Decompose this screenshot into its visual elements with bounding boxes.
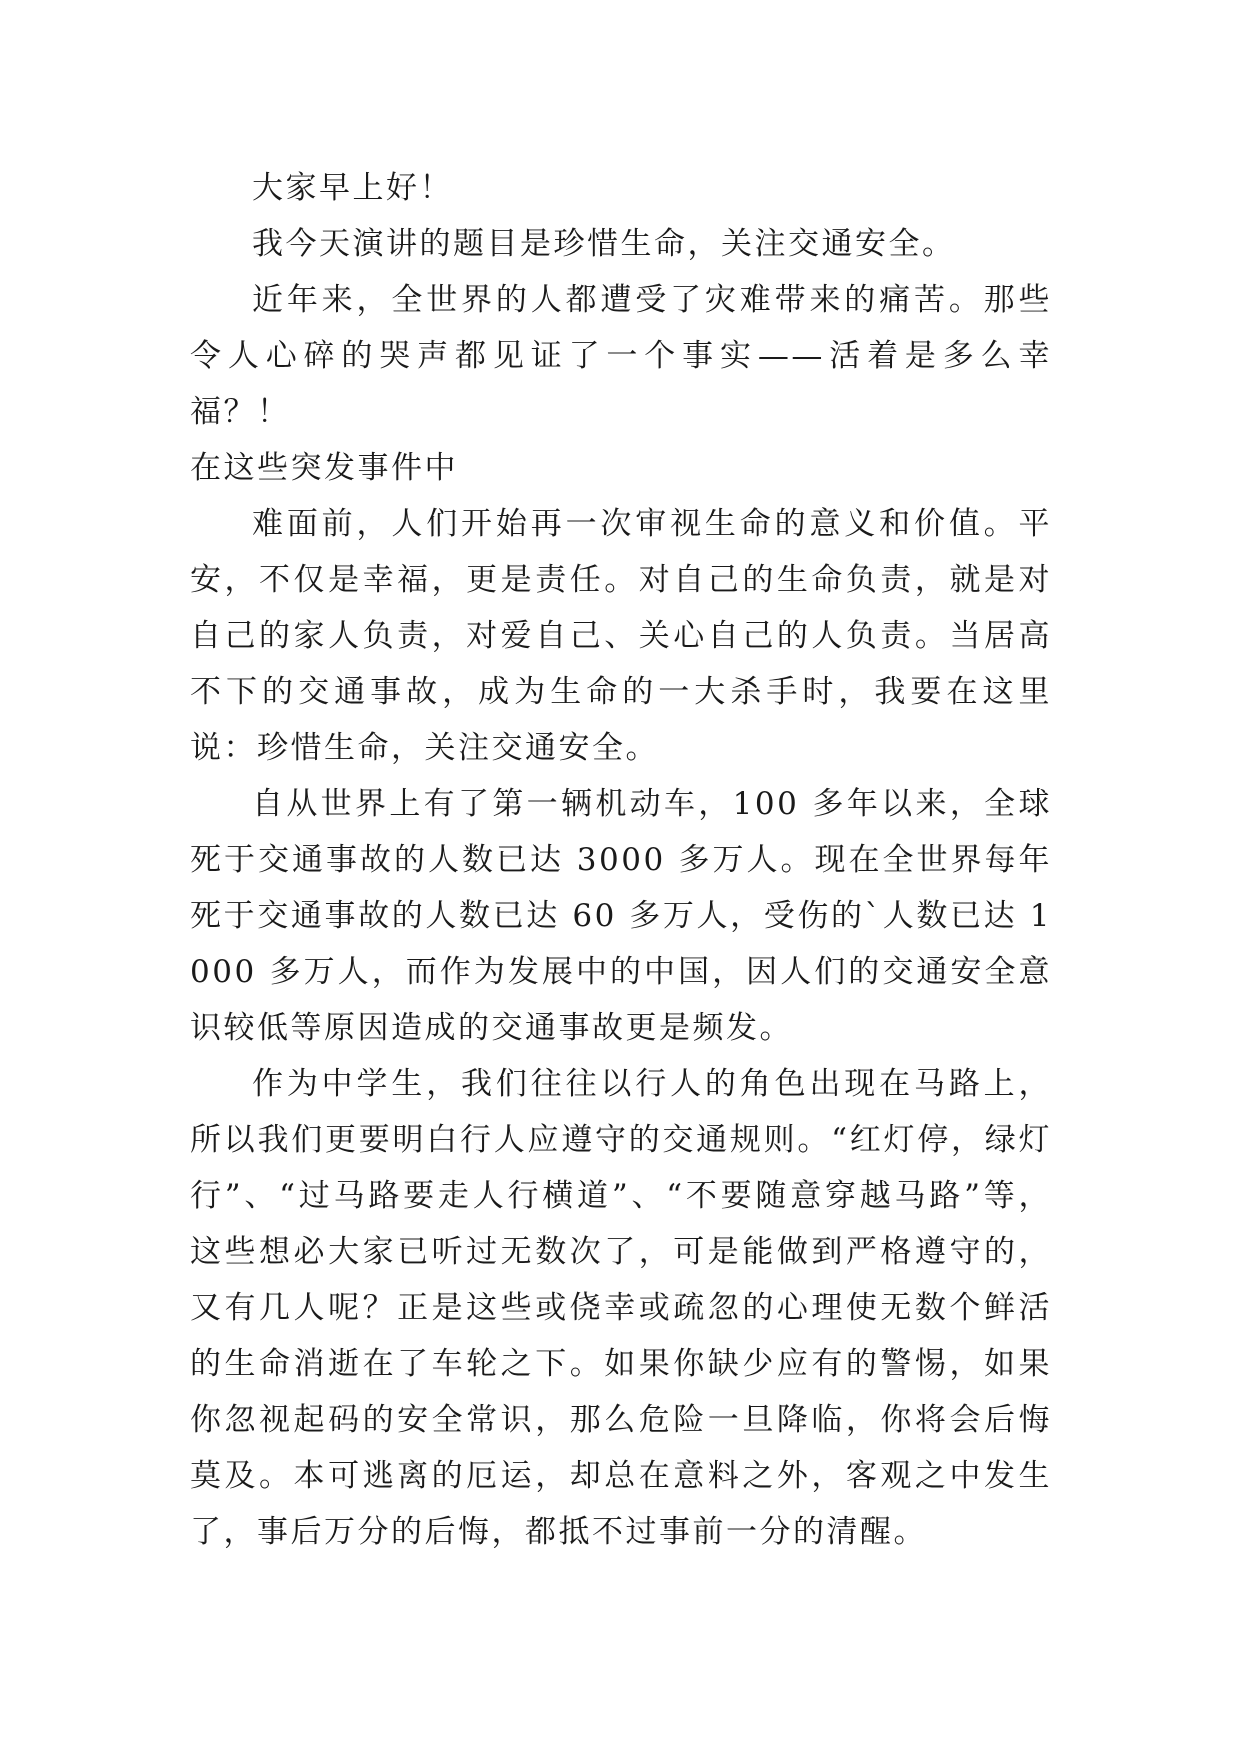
paragraph-topic: 我今天演讲的题目是珍惜生命，关注交通安全。 xyxy=(252,226,956,262)
paragraph-fragment: 在这些突发事件中 xyxy=(190,450,458,486)
paragraph-statistics: 自从世界上有了第一辆机动车，100 多年以来，全球死于交通事故的人数已达 3000 多万人。现在全世界每年死于交通事故的人数已达 60 多万人，受伤的`人数已达 1000 多万人，而作为发展中的中国，因人们的交通安全意识较低等原因造成的交通事故更是频发。 xyxy=(190,786,1052,1046)
paragraph-students: 作为中学生，我们往往以行人的角色出现在马路上，所以我们更要明白行人应遵守的交通规则。“红灯停，绿灯行”、“过马路要走人行横道”、“不要随意穿越马路”等，这些想必大家已听过无数次了，可是能做到严格遵守的，又有几人呢？正是这些或侥幸或疏忽的心理使无数个鲜活的生命消逝在了车轮之下。如果你缺少应有的警惕，如果你忽视起码的安全常识，那么危险一旦降临，你将会后悔莫及。本可逃离的厄运，却总在意料之外，客观之中发生了，事后万分的后悔，都抵不过事前一分的清醒。 xyxy=(190,1066,1052,1550)
paragraph-intro: 近年来，全世界的人都遭受了灾难带来的痛苦。那些令人心碎的哭声都见证了一个事实——活着是多么幸福？！ xyxy=(190,282,1052,430)
paragraph-greeting: 大家早上好！ xyxy=(252,170,453,206)
document-body xyxy=(190,160,1052,1560)
paragraph-responsibility: 难面前，人们开始再一次审视生命的意义和价值。平安，不仅是幸福，更是责任。对自己的生命负责，就是对自己的家人负责，对爱自己、关心自己的人负责。当居高不下的交通事故，成为生命的一大杀手时，我要在这里说：珍惜生命，关注交通安全。 xyxy=(190,506,1052,766)
